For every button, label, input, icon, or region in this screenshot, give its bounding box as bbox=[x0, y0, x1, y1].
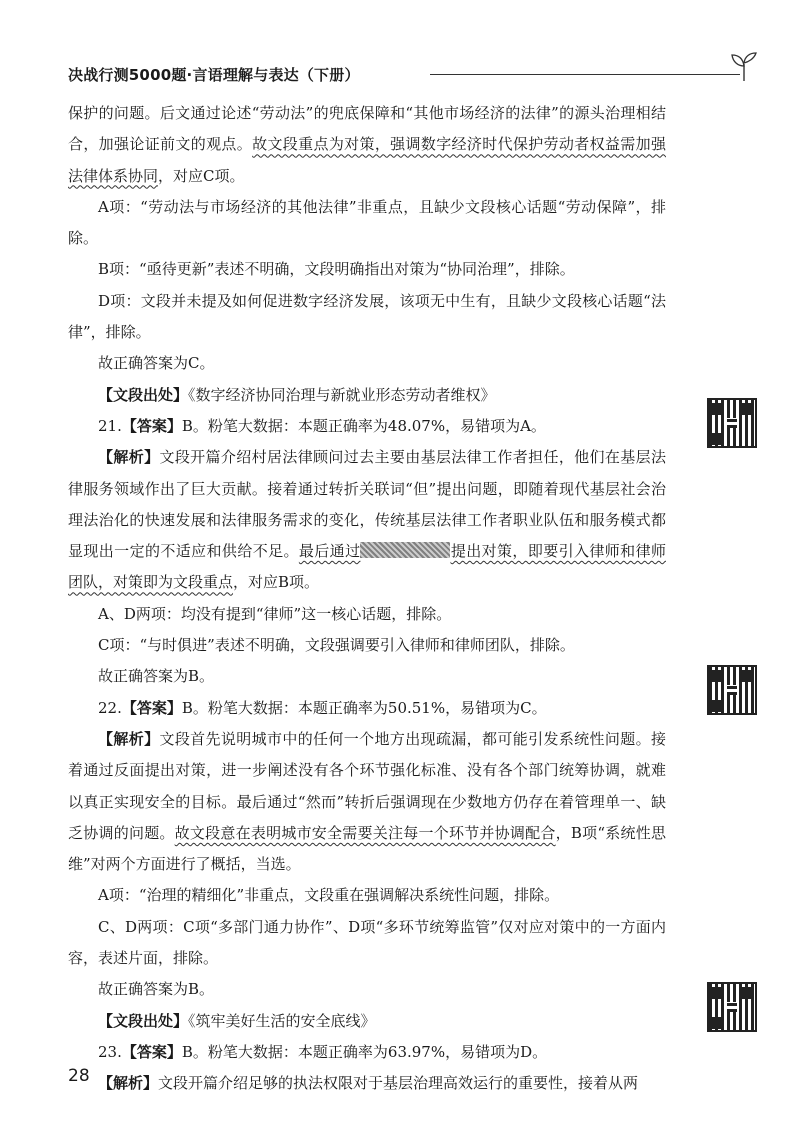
page-number: 28 bbox=[68, 1066, 90, 1086]
option-analysis: D项：文段并未提及如何促进数字经济发展，该项无中生有，且缺少文段核心话题“法律”，排除。 bbox=[68, 291, 666, 342]
source-line: 【文段出处】《数字经济协同治理与新就业形态劳动者维权》 bbox=[98, 385, 496, 404]
qr-code-21[interactable] bbox=[707, 398, 757, 448]
running-header bbox=[68, 58, 758, 88]
qr-code-22[interactable] bbox=[707, 665, 757, 715]
option-analysis: B项：“亟待更新”表述不明确，文段明确指出对策为“协同治理”，排除。 bbox=[98, 260, 575, 279]
key-sentence: 故文段意在表明城市安全需要关注每一个环节并协调配合 bbox=[174, 823, 556, 842]
answer-line-22: 22.【答案】B。粉笔大数据：本题正确率为50.51%，易错项为C。 bbox=[98, 698, 547, 717]
header-rule bbox=[430, 74, 740, 75]
analysis-23: 【解析】文段开篇介绍足够的执法权限对于基层治理高效运行的重要性，接着从两 bbox=[98, 1074, 639, 1093]
option-analysis: A、D两项：均没有提到“律师”这一核心话题，排除。 bbox=[98, 604, 452, 623]
sprout-icon bbox=[730, 50, 758, 82]
qr-code-23[interactable] bbox=[707, 982, 757, 1032]
analysis-22: 【解析】文段首先说明城市中的任何一个地方出现疏漏，都可能引发系统性问题。接着通过反面提出对策，进一步阐述没有各个环节强化标准、没有各个部门统筹协调，就难以真正实现安全的目标。最后通过“然而”转折后强调现在少数地方仍存在着管理单一、缺乏协调的问题。故文段意在表明城市安全需要关注每一个环节并协调配合，B项“系统性思维”对两个方面进行了概括，当选。 bbox=[68, 729, 666, 874]
key-sentence: 最后通过 提出对策，即要引入律师和律师团队，对策即为文段重点 bbox=[68, 542, 666, 592]
final-answer: 故正确答案为B。 bbox=[98, 667, 215, 686]
final-answer: 故正确答案为B。 bbox=[98, 980, 215, 999]
key-sentence: 故文段重点为对策，强调数字经济时代保护劳动者权益需加强法律体系协同 bbox=[68, 135, 666, 185]
option-analysis: C、D两项：C项“多部门通力协作”、D项“多环节统筹监管”仅对应对策中的一方面内容，表述片面，排除。 bbox=[68, 917, 666, 968]
page-body bbox=[68, 98, 666, 1100]
book-title: 决战行测5000题·言语理解与表达（下册） bbox=[68, 66, 360, 84]
option-analysis: A项：“治理的精细化”非重点，文段重在强调解决系统性问题，排除。 bbox=[98, 886, 560, 905]
ink-smudge bbox=[360, 542, 450, 558]
option-analysis: C项：“与时俱进”表述不明确，文段强调要引入律师和律师团队，排除。 bbox=[98, 636, 575, 655]
paragraph: 保护的问题。后文通过论述“劳动法”的兜底保障和“其他市场经济的法律”的源头治理相结合，加强论证前文的观点。故文段重点为对策，强调数字经济时代保护劳动者权益需加强法律体系协同，对应C项。 bbox=[68, 104, 666, 185]
option-analysis: A项：“劳动法与市场经济的其他法律”非重点，且缺少文段核心话题“劳动保障”，排除。 bbox=[68, 197, 666, 248]
final-answer: 故正确答案为C。 bbox=[98, 354, 215, 373]
source-line: 【文段出处】《筑牢美好生活的安全底线》 bbox=[98, 1011, 376, 1030]
answer-line-23: 23.【答案】B。粉笔大数据：本题正确率为63.97%，易错项为D。 bbox=[98, 1042, 548, 1061]
answer-line-21: 21.【答案】B。粉笔大数据：本题正确率为48.07%，易错项为A。 bbox=[98, 416, 546, 435]
analysis-21: 【解析】文段开篇介绍村居法律顾问过去主要由基层法律工作者担任，他们在基层法律服务领域作出了巨大贡献。接着通过转折关联词“但”提出问题，即随着现代基层社会治理法治化的快速发展和法律服务需求的变化，传统基层法律工作者职业队伍和服务模式都显现出一定的不适应和供给不足。最后通过 提出对策，即要引入律师和律师团队，对策即为文段重点，对应B项。 bbox=[68, 448, 666, 592]
